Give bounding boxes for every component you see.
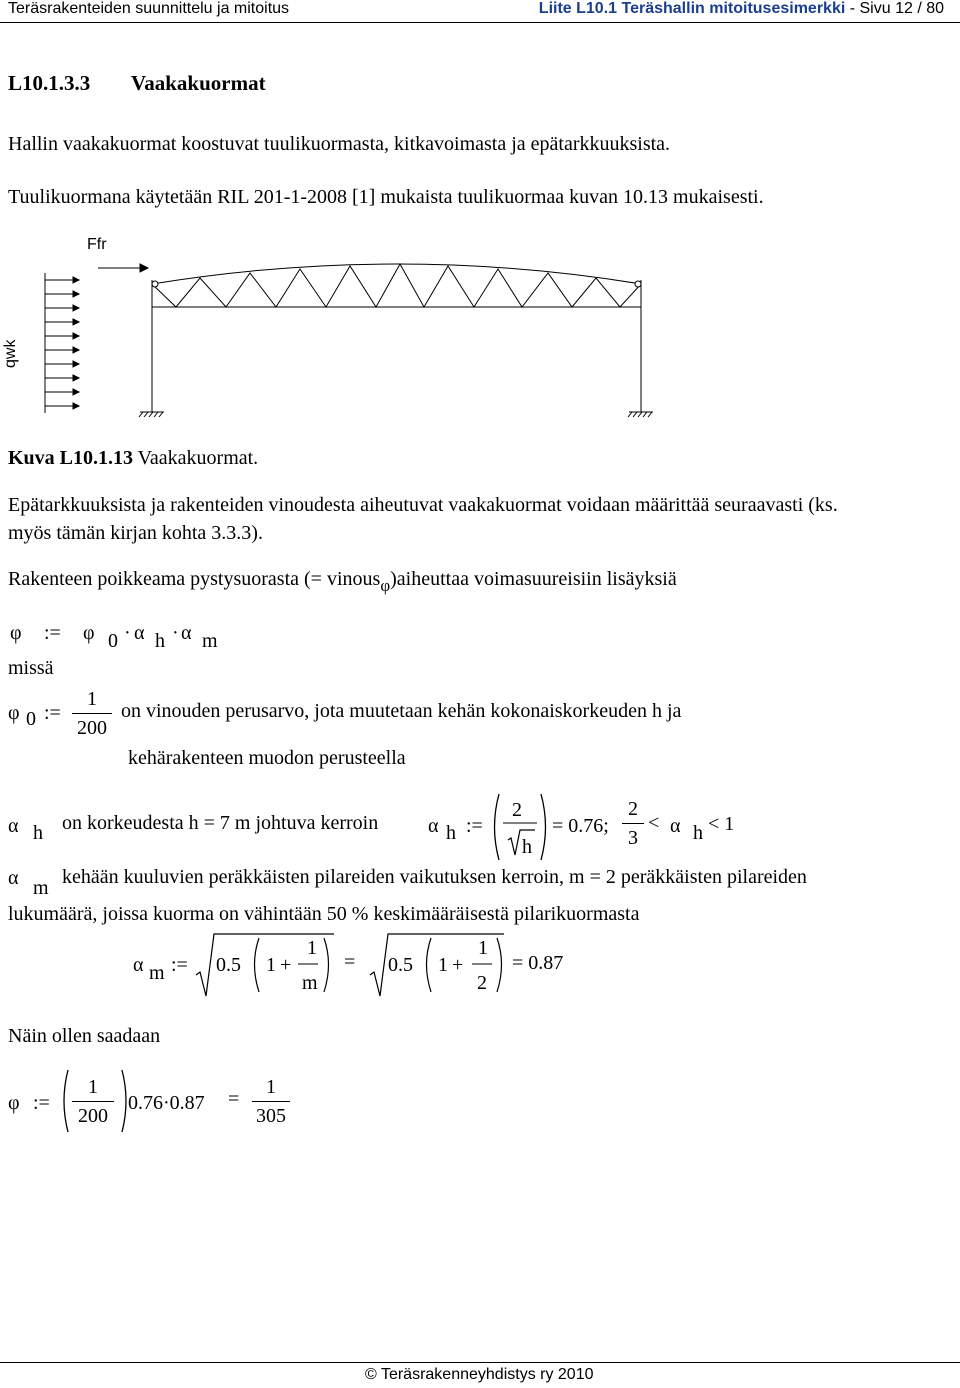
section-number: L10.1.3.3	[8, 71, 91, 95]
eq1-phi: φ	[10, 622, 22, 644]
naain-label: Näin ollen saadaan	[8, 1025, 161, 1047]
figure-caption	[8, 447, 258, 470]
eq6-denominator: 200	[78, 1105, 108, 1127]
eq3-alpha: α	[670, 815, 681, 837]
eq6-equals: =	[228, 1088, 240, 1110]
eq1-subm: m	[202, 630, 218, 652]
eq5-one: 1	[438, 954, 448, 976]
figure-caption-text: Vaakakuormat.	[133, 447, 259, 469]
eq2-phi: φ	[8, 702, 20, 724]
footer-copyright: © Teräsrakenneyhdistys ry 2010	[365, 1366, 594, 1383]
eq3-subh: h	[446, 822, 456, 844]
eq2-description: on vinouden perusarvo, jota muutetaan kehän kokonaiskorkeuden h ja	[121, 700, 682, 722]
eq4-description: kehään kuuluvien peräkkäisten pilareiden vaikutuksen kerroin, m = 2 peräkkäisten pilareiden	[62, 866, 807, 888]
paragraph: Tuulikuormana käytetään RIL 201-1-2008 [1] mukaista tuulikuormaa kuvan 10.13 mukaisesti.	[8, 186, 764, 208]
figure-label-ffr: Ffr	[87, 236, 107, 253]
paragraph: myös tämän kirjan kohta 3.3.3).	[8, 522, 263, 544]
header-appendix-title: Liite L10.1 Teräshallin mitoitusesimerkki	[538, 0, 846, 17]
eq1-dot: ·	[124, 622, 131, 644]
frame-figure	[0, 228, 700, 428]
paragraph: Epätarkkuuksista ja rakenteiden vinoudesta aiheutuvat vaakakuormat voidaan määrittää seuraavasti (ks.	[8, 494, 838, 516]
missa-label: missä	[8, 657, 54, 679]
eq3-denominator: h	[522, 836, 532, 858]
eq5-denominator-2: 2	[477, 972, 487, 994]
eq5-result: = 0.87	[512, 952, 564, 974]
eq1-sub0: 0	[108, 630, 118, 652]
eq2-numerator: 1	[87, 688, 97, 710]
eq5-denominator-m: m	[302, 972, 318, 994]
phi-symbol: φ	[380, 576, 391, 595]
eq5-numerator: 1	[478, 937, 488, 959]
eq1-subh: h	[155, 630, 165, 652]
header-title: Teräsrakenteiden suunnittelu ja mitoitus	[8, 0, 290, 17]
eq5-coef: 0.5	[388, 954, 413, 976]
eq5-equals: =	[344, 951, 356, 973]
eq3-subh: h	[693, 822, 703, 844]
eq6-phi: φ	[8, 1092, 20, 1114]
eq3-alpha: α	[428, 815, 439, 837]
header-appendix	[539, 0, 944, 18]
footer-rule	[0, 1362, 960, 1363]
eq2-assign: :=	[44, 702, 61, 724]
eq3-frac-numerator: 2	[628, 798, 638, 820]
eq5-plus: +	[452, 954, 464, 976]
eq1-phi0: φ	[83, 622, 95, 644]
eq2-denominator: 200	[77, 717, 107, 739]
eq3-less: <	[648, 812, 660, 834]
eq5-coef: 0.5	[216, 954, 241, 976]
figure-label-qwk: qwk	[2, 339, 19, 368]
eq2-description-cont: kehärakenteen muodon perusteella	[128, 747, 406, 769]
eq6-assign: :=	[33, 1092, 50, 1114]
eq5-plus: +	[280, 954, 292, 976]
eq5-assign: :=	[171, 954, 188, 976]
section-title: Vaakakuormat	[131, 71, 266, 95]
eq4-description-cont: lukumäärä, joissa kuorma on vähintään 50 % keskimääräisestä pilarikuormasta	[8, 903, 640, 925]
eq2-fraction	[72, 688, 112, 739]
eq5-numerator: 1	[307, 937, 317, 959]
eq3-frac-denominator: 3	[628, 827, 638, 849]
eq3-alpha: α	[8, 815, 19, 837]
paragraph-text: Rakenteen poikkeama pystysuorasta (= vinous	[8, 568, 381, 590]
eq3-assign: :=	[466, 815, 483, 837]
eq6-fraction	[72, 1076, 114, 1127]
eq4-subm: m	[33, 877, 49, 899]
eq5-alpha: α	[133, 954, 144, 976]
wind-load-arrows	[45, 277, 79, 409]
eq5-one: 1	[266, 954, 276, 976]
eq3-fraction	[622, 798, 644, 849]
paragraph-vinous	[8, 568, 677, 595]
eq1-alpha-h: α	[134, 622, 145, 644]
eq1-dot: ·	[172, 622, 179, 644]
header-page-number: - Sivu 12 / 80	[845, 0, 944, 17]
eq6-result-numerator: 1	[266, 1076, 276, 1098]
eq6-result-denominator: 305	[256, 1105, 286, 1127]
eq6-numerator: 1	[88, 1076, 98, 1098]
paragraph-text: )aiheuttaa voimasuureisiin lisäyksiä	[390, 568, 677, 590]
eq6-factors: 0.76·0.87	[128, 1092, 205, 1114]
figure-caption-number: Kuva L10.1.13	[8, 447, 134, 469]
eq1-alpha-m: α	[181, 622, 192, 644]
eq3-description: on korkeudesta h = 7 m johtuva kerroin	[62, 812, 379, 834]
eq2-sub0: 0	[26, 708, 36, 730]
eq3-result: = 0.76;	[552, 815, 609, 837]
eq1-assign: :=	[44, 622, 61, 644]
header-rule	[0, 22, 960, 23]
eq5-subm: m	[149, 962, 165, 984]
eq3-tail: < 1	[708, 813, 735, 835]
paragraph: Hallin vaakakuormat koostuvat tuulikuormasta, kitkavoimasta ja epätarkkuuksista.	[8, 133, 671, 155]
eq4-alpha: α	[8, 867, 19, 889]
eq3-numerator: 2	[512, 799, 522, 821]
eq3-subh: h	[33, 822, 43, 844]
eq6-result-fraction	[252, 1076, 290, 1127]
